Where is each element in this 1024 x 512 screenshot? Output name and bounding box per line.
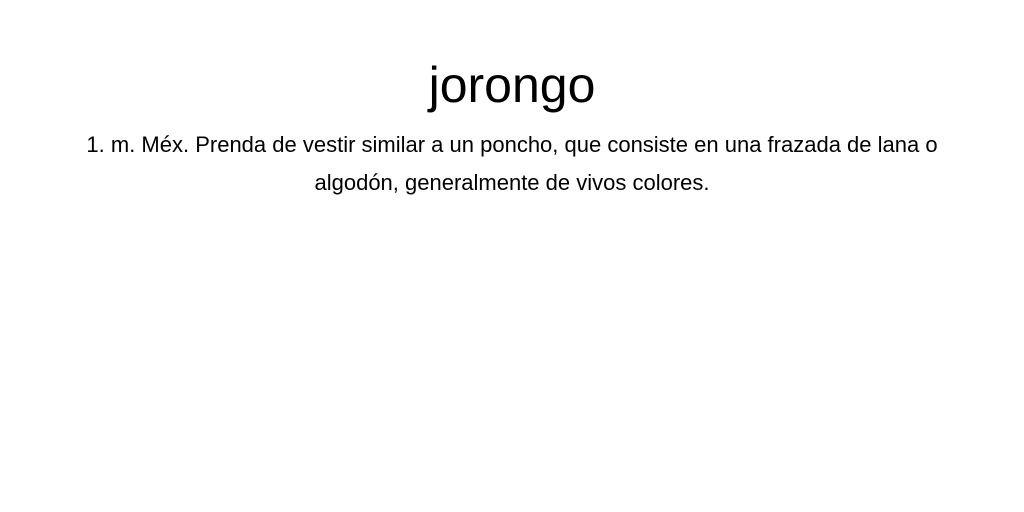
entry-definition: 1. m. Méx. Prenda de vestir similar a un poncho, que consiste en una frazada de lana o algodón, generalmente de vivos colores. (86, 132, 938, 195)
entry-term: jorongo (428, 57, 596, 113)
